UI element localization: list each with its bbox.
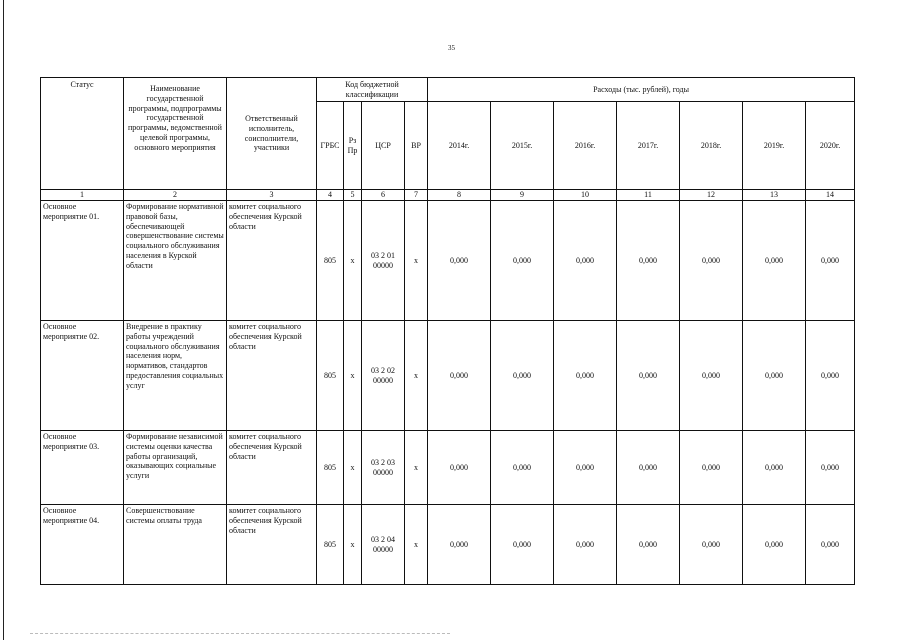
column-number: 7 <box>405 190 428 201</box>
row-value: 0,000 <box>806 201 855 321</box>
row-name: Внедрение в практику работы учреждений социального обслуживания населения норм, нормативов, стандартов предоставления социальных услуг <box>124 321 227 431</box>
header-year: 2014г. <box>428 102 491 190</box>
budget-table <box>40 77 855 585</box>
row-value: 0,000 <box>617 201 680 321</box>
row-value: 0,000 <box>743 321 806 431</box>
table-row <box>41 431 855 505</box>
row-value: 0,000 <box>617 431 680 505</box>
header-status: Статус <box>41 78 124 190</box>
row-name: Формирование нормативной правовой базы, обеспечивающей совершенствование системы социального обслуживания населения в Курской области <box>124 201 227 321</box>
header-expenses: Расходы (тыс. рублей), годы <box>428 78 855 102</box>
row-grbs: 805 <box>317 201 344 321</box>
column-number: 13 <box>743 190 806 201</box>
row-executor: комитет социального обеспечения Курской области <box>227 201 317 321</box>
column-number: 6 <box>362 190 405 201</box>
header-year: 2015г. <box>491 102 554 190</box>
row-value: 0,000 <box>743 201 806 321</box>
row-vr: х <box>405 321 428 431</box>
row-status: Основное мероприятие 01. <box>41 201 124 321</box>
row-value: 0,000 <box>743 505 806 585</box>
header-executor: Ответственный исполнитель, соисполнители, участники <box>227 78 317 190</box>
column-number: 1 <box>41 190 124 201</box>
row-value: 0,000 <box>554 321 617 431</box>
row-value: 0,000 <box>680 505 743 585</box>
column-number: 5 <box>344 190 362 201</box>
column-number: 10 <box>554 190 617 201</box>
row-csr: 03 2 03 00000 <box>362 431 405 505</box>
row-vr: х <box>405 431 428 505</box>
table-row <box>41 505 855 585</box>
row-status: Основное мероприятие 02. <box>41 321 124 431</box>
table-row <box>41 201 855 321</box>
column-number: 11 <box>617 190 680 201</box>
row-value: 0,000 <box>743 431 806 505</box>
row-value: 0,000 <box>617 321 680 431</box>
row-name: Формирование независимой системы оценки качества работы организаций, оказывающих социальные услуги <box>124 431 227 505</box>
row-value: 0,000 <box>491 321 554 431</box>
row-value: 0,000 <box>554 505 617 585</box>
row-value: 0,000 <box>428 431 491 505</box>
row-value: 0,000 <box>806 321 855 431</box>
column-number: 8 <box>428 190 491 201</box>
row-status: Основное мероприятие 04. <box>41 505 124 585</box>
column-number: 9 <box>491 190 554 201</box>
row-executor: комитет социального обеспечения Курской области <box>227 505 317 585</box>
row-value: 0,000 <box>554 201 617 321</box>
header-vr: ВР <box>405 102 428 190</box>
row-value: 0,000 <box>806 505 855 585</box>
column-number: 4 <box>317 190 344 201</box>
row-executor: комитет социального обеспечения Курской области <box>227 431 317 505</box>
row-value: 0,000 <box>680 431 743 505</box>
header-csr: ЦСР <box>362 102 405 190</box>
header-name: Наименование государственной программы, подпрограммы государственной программы, ведомственной целевой программы, основного мероприятия <box>124 78 227 190</box>
row-csr: 03 2 04 00000 <box>362 505 405 585</box>
row-value: 0,000 <box>491 201 554 321</box>
row-rzpr: х <box>344 431 362 505</box>
header-budget-code: Код бюджетной классификации <box>317 78 428 102</box>
row-name: Совершенствование системы оплаты труда <box>124 505 227 585</box>
scan-artifact-line <box>30 633 450 634</box>
row-executor: комитет социального обеспечения Курской области <box>227 321 317 431</box>
row-csr: 03 2 02 00000 <box>362 321 405 431</box>
header-grbs: ГРБС <box>317 102 344 190</box>
row-value: 0,000 <box>491 431 554 505</box>
page-number: 35 <box>448 44 455 52</box>
row-grbs: 805 <box>317 505 344 585</box>
column-numbers-row <box>41 190 855 201</box>
row-grbs: 805 <box>317 321 344 431</box>
column-number: 3 <box>227 190 317 201</box>
header-year: 2017г. <box>617 102 680 190</box>
row-csr: 03 2 01 00000 <box>362 201 405 321</box>
row-rzpr: х <box>344 201 362 321</box>
row-rzpr: х <box>344 505 362 585</box>
row-grbs: 805 <box>317 431 344 505</box>
column-number: 14 <box>806 190 855 201</box>
row-value: 0,000 <box>491 505 554 585</box>
page-left-edge-line <box>3 0 4 640</box>
header-year: 2016г. <box>554 102 617 190</box>
row-value: 0,000 <box>554 431 617 505</box>
row-value: 0,000 <box>680 201 743 321</box>
row-vr: х <box>405 505 428 585</box>
column-number: 12 <box>680 190 743 201</box>
header-year: 2018г. <box>680 102 743 190</box>
column-number: 2 <box>124 190 227 201</box>
row-value: 0,000 <box>428 321 491 431</box>
row-vr: х <box>405 201 428 321</box>
table-row <box>41 321 855 431</box>
header-year: 2020г. <box>806 102 855 190</box>
row-status: Основное мероприятие 03. <box>41 431 124 505</box>
header-rzpr: Рз Пр <box>344 102 362 190</box>
row-rzpr: х <box>344 321 362 431</box>
row-value: 0,000 <box>680 321 743 431</box>
row-value: 0,000 <box>617 505 680 585</box>
row-value: 0,000 <box>428 505 491 585</box>
row-value: 0,000 <box>806 431 855 505</box>
header-year: 2019г. <box>743 102 806 190</box>
row-value: 0,000 <box>428 201 491 321</box>
